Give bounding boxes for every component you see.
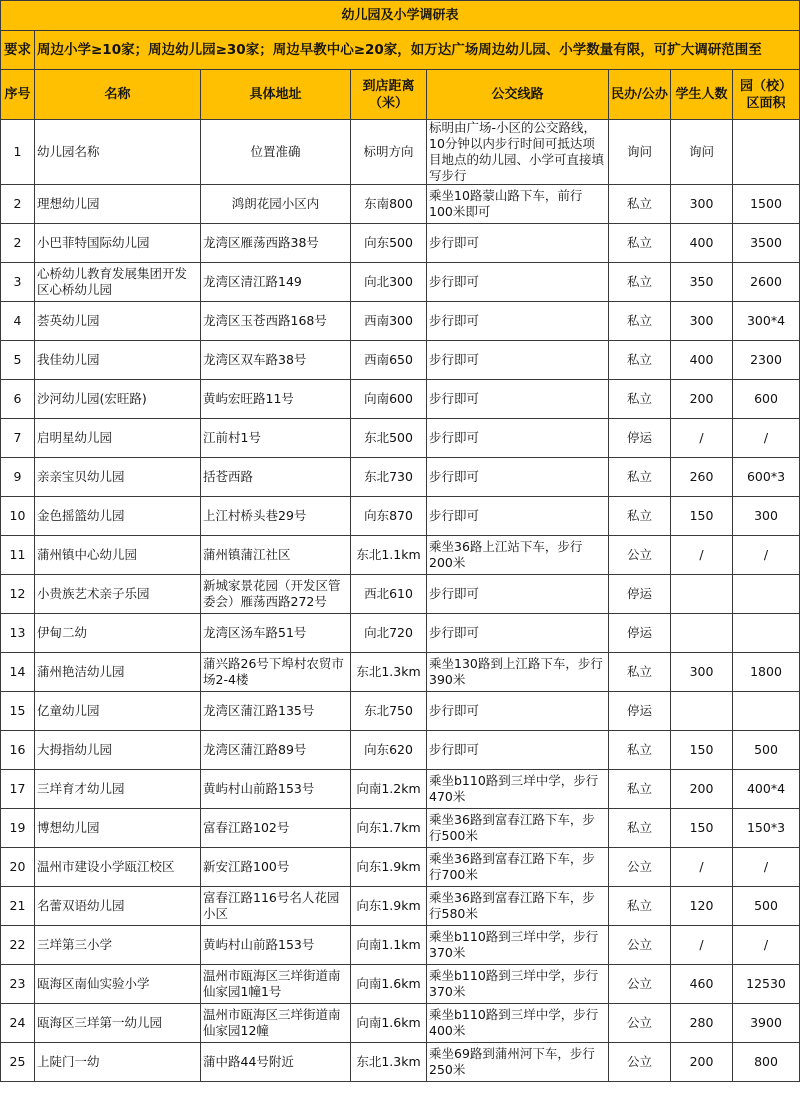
cell-bus: 步行即可 [427, 458, 609, 497]
cell-seq: 9 [1, 458, 35, 497]
cell-distance: 向南1.1km [351, 926, 427, 965]
cell-type: 私立 [609, 380, 671, 419]
cell-type: 公立 [609, 1043, 671, 1082]
table-row [1, 848, 800, 887]
cell-type: 公立 [609, 965, 671, 1004]
header-type: 民办/公办 [609, 70, 671, 120]
cell-type: 公立 [609, 926, 671, 965]
cell-area [733, 120, 800, 185]
table-row [1, 120, 800, 185]
cell-bus: 乘坐b110路到三垟中学，步行370米 [427, 926, 609, 965]
cell-type: 私立 [609, 809, 671, 848]
cell-distance: 标明方向 [351, 120, 427, 185]
cell-area: 400*4 [733, 770, 800, 809]
table-row [1, 731, 800, 770]
header-seq: 序号 [1, 70, 35, 120]
cell-name: 瓯海区三垟第一幼儿园 [35, 1004, 201, 1043]
cell-seq: 17 [1, 770, 35, 809]
cell-distance: 向南1.6km [351, 965, 427, 1004]
cell-name: 小巴菲特国际幼儿园 [35, 224, 201, 263]
cell-bus: 步行即可 [427, 419, 609, 458]
cell-address: 龙湾区玉苍西路168号 [201, 302, 351, 341]
cell-name: 小贵族艺术亲子乐园 [35, 575, 201, 614]
cell-address: 上江村桥头巷29号 [201, 497, 351, 536]
cell-type: 停运 [609, 692, 671, 731]
cell-name: 我佳幼儿园 [35, 341, 201, 380]
cell-students: 280 [671, 1004, 733, 1043]
table-row [1, 263, 800, 302]
cell-address: 富春江路102号 [201, 809, 351, 848]
table-row [1, 458, 800, 497]
cell-name: 温州市建设小学瓯江校区 [35, 848, 201, 887]
title-row [1, 1, 800, 31]
cell-bus: 乘坐10路蒙山路下车，前行100米即可 [427, 185, 609, 224]
cell-area [733, 575, 800, 614]
cell-area: 1500 [733, 185, 800, 224]
cell-type: 公立 [609, 848, 671, 887]
cell-area: / [733, 926, 800, 965]
cell-type: 私立 [609, 458, 671, 497]
cell-area: 12530 [733, 965, 800, 1004]
cell-area: 300*4 [733, 302, 800, 341]
cell-bus: 步行即可 [427, 614, 609, 653]
cell-seq: 4 [1, 302, 35, 341]
cell-name: 大拇指幼儿园 [35, 731, 201, 770]
cell-seq: 1 [1, 120, 35, 185]
cell-seq: 25 [1, 1043, 35, 1082]
cell-seq: 11 [1, 536, 35, 575]
table-row [1, 224, 800, 263]
cell-distance: 向东870 [351, 497, 427, 536]
cell-area: / [733, 848, 800, 887]
cell-seq: 23 [1, 965, 35, 1004]
cell-bus: 步行即可 [427, 302, 609, 341]
cell-area: 3900 [733, 1004, 800, 1043]
table-row [1, 302, 800, 341]
cell-type: 停运 [609, 575, 671, 614]
cell-type: 公立 [609, 536, 671, 575]
table-row [1, 380, 800, 419]
cell-type: 私立 [609, 770, 671, 809]
cell-seq: 13 [1, 614, 35, 653]
cell-students: 300 [671, 185, 733, 224]
cell-distance: 东北750 [351, 692, 427, 731]
cell-name: 荟英幼儿园 [35, 302, 201, 341]
table-row [1, 692, 800, 731]
cell-distance: 向南1.6km [351, 1004, 427, 1043]
cell-address: 蒲兴路26号下埠村农贸市场2-4楼 [201, 653, 351, 692]
table-row [1, 1043, 800, 1082]
cell-area: / [733, 536, 800, 575]
cell-address: 位置准确 [201, 120, 351, 185]
cell-distance: 向东500 [351, 224, 427, 263]
cell-name: 亲亲宝贝幼儿园 [35, 458, 201, 497]
cell-name: 博想幼儿园 [35, 809, 201, 848]
cell-bus: 乘坐b110路到三垟中学，步行370米 [427, 965, 609, 1004]
cell-address: 富春江路116号名人花园小区 [201, 887, 351, 926]
cell-distance: 西南300 [351, 302, 427, 341]
table-row [1, 965, 800, 1004]
cell-address: 新城家景花园（开发区管委会）雁荡西路272号 [201, 575, 351, 614]
cell-distance: 东北1.3km [351, 1043, 427, 1082]
table-row [1, 614, 800, 653]
cell-type: 私立 [609, 185, 671, 224]
cell-students: 150 [671, 809, 733, 848]
cell-seq: 14 [1, 653, 35, 692]
table-row [1, 536, 800, 575]
cell-bus: 步行即可 [427, 341, 609, 380]
cell-area: / [733, 419, 800, 458]
table-row [1, 419, 800, 458]
header-distance: 到店距离（米） [351, 70, 427, 120]
cell-distance: 东北1.1km [351, 536, 427, 575]
cell-address: 温州市瓯海区三垟街道南仙家园1幢1号 [201, 965, 351, 1004]
cell-students: 400 [671, 224, 733, 263]
header-students: 学生人数 [671, 70, 733, 120]
cell-students: / [671, 419, 733, 458]
cell-students: 300 [671, 302, 733, 341]
cell-area [733, 614, 800, 653]
table-title: 幼儿园及小学调研表 [1, 1, 800, 31]
cell-name: 伊甸二幼 [35, 614, 201, 653]
cell-seq: 22 [1, 926, 35, 965]
cell-area [733, 692, 800, 731]
cell-distance: 向东620 [351, 731, 427, 770]
cell-bus: 乘坐b110路到三垟中学，步行470米 [427, 770, 609, 809]
cell-area: 300 [733, 497, 800, 536]
table-row [1, 809, 800, 848]
cell-students [671, 692, 733, 731]
cell-bus: 步行即可 [427, 380, 609, 419]
cell-type: 私立 [609, 653, 671, 692]
cell-students [671, 575, 733, 614]
cell-students: 150 [671, 731, 733, 770]
cell-type: 停运 [609, 419, 671, 458]
cell-address: 黄屿村山前路153号 [201, 770, 351, 809]
cell-address: 括苍西路 [201, 458, 351, 497]
cell-distance: 向东1.7km [351, 809, 427, 848]
cell-address: 江前村1号 [201, 419, 351, 458]
cell-type: 私立 [609, 224, 671, 263]
cell-bus: 步行即可 [427, 731, 609, 770]
cell-distance: 向南1.2km [351, 770, 427, 809]
cell-area: 3500 [733, 224, 800, 263]
cell-seq: 6 [1, 380, 35, 419]
cell-distance: 东南800 [351, 185, 427, 224]
cell-type: 私立 [609, 497, 671, 536]
cell-area: 800 [733, 1043, 800, 1082]
cell-students: / [671, 926, 733, 965]
cell-address: 龙湾区汤车路51号 [201, 614, 351, 653]
cell-bus: 步行即可 [427, 497, 609, 536]
table-row [1, 185, 800, 224]
cell-bus: 乘坐b110路到三垟中学，步行400米 [427, 1004, 609, 1043]
cell-address: 龙湾区清江路149 [201, 263, 351, 302]
cell-address: 龙湾区蒲江路89号 [201, 731, 351, 770]
cell-address: 龙湾区雁荡西路38号 [201, 224, 351, 263]
cell-bus: 标明由广场-小区的公交路线，10分钟以内步行时间可抵达项目地点的幼儿园、小学可直接填写步行 [427, 120, 609, 185]
cell-bus: 步行即可 [427, 224, 609, 263]
cell-name: 三垟育才幼儿园 [35, 770, 201, 809]
cell-students: 120 [671, 887, 733, 926]
cell-name: 理想幼儿园 [35, 185, 201, 224]
cell-name: 蒲州艳洁幼儿园 [35, 653, 201, 692]
cell-seq: 7 [1, 419, 35, 458]
cell-bus: 乘坐36路到富春江路下车，步行580米 [427, 887, 609, 926]
cell-students: / [671, 848, 733, 887]
cell-distance: 西北610 [351, 575, 427, 614]
table-row [1, 926, 800, 965]
cell-students: 260 [671, 458, 733, 497]
cell-seq: 16 [1, 731, 35, 770]
cell-seq: 5 [1, 341, 35, 380]
cell-address: 黄屿村山前路153号 [201, 926, 351, 965]
cell-bus: 乘坐130路到上江路下车，步行390米 [427, 653, 609, 692]
cell-address: 黄屿宏旺路11号 [201, 380, 351, 419]
header-address: 具体地址 [201, 70, 351, 120]
cell-type: 停运 [609, 614, 671, 653]
cell-name: 沙河幼儿园(宏旺路) [35, 380, 201, 419]
cell-seq: 12 [1, 575, 35, 614]
cell-address: 温州市瓯海区三垟街道南仙家园12幢 [201, 1004, 351, 1043]
cell-seq: 10 [1, 497, 35, 536]
cell-type: 私立 [609, 302, 671, 341]
cell-name: 启明星幼儿园 [35, 419, 201, 458]
cell-area: 2300 [733, 341, 800, 380]
cell-students: 460 [671, 965, 733, 1004]
header-area: 园（校）区面积 [733, 70, 800, 120]
cell-distance: 东北730 [351, 458, 427, 497]
cell-type: 私立 [609, 263, 671, 302]
cell-type: 询问 [609, 120, 671, 185]
cell-name: 蒲州镇中心幼儿园 [35, 536, 201, 575]
cell-seq: 21 [1, 887, 35, 926]
cell-students: 300 [671, 653, 733, 692]
cell-bus: 步行即可 [427, 263, 609, 302]
table-row [1, 497, 800, 536]
cell-students: 200 [671, 770, 733, 809]
cell-distance: 向东1.9km [351, 887, 427, 926]
cell-students: 400 [671, 341, 733, 380]
cell-seq: 20 [1, 848, 35, 887]
cell-students: 200 [671, 380, 733, 419]
cell-students [671, 614, 733, 653]
cell-distance: 向南600 [351, 380, 427, 419]
table-row [1, 1004, 800, 1043]
cell-bus: 乘坐69路到蒲州河下车，步行250米 [427, 1043, 609, 1082]
header-row [1, 70, 800, 120]
table-row [1, 341, 800, 380]
table-row [1, 653, 800, 692]
table-row [1, 575, 800, 614]
cell-area: 600 [733, 380, 800, 419]
cell-seq: 2 [1, 185, 35, 224]
cell-students: 200 [671, 1043, 733, 1082]
cell-name: 亿童幼儿园 [35, 692, 201, 731]
cell-distance: 西南650 [351, 341, 427, 380]
header-name: 名称 [35, 70, 201, 120]
cell-name: 上陡门一幼 [35, 1043, 201, 1082]
cell-distance: 向东1.9km [351, 848, 427, 887]
cell-type: 私立 [609, 731, 671, 770]
header-bus: 公交线路 [427, 70, 609, 120]
cell-type: 私立 [609, 341, 671, 380]
cell-type: 公立 [609, 1004, 671, 1043]
cell-seq: 19 [1, 809, 35, 848]
requirements-text: 周边小学≥10家；周边幼儿园≥30家；周边早教中心≥20家，如万达广场周边幼儿园、小学数量有限，可扩大调研范围至 [35, 31, 800, 70]
table-row [1, 770, 800, 809]
cell-bus: 乘坐36路到富春江路下车，步行500米 [427, 809, 609, 848]
cell-distance: 向北720 [351, 614, 427, 653]
cell-name: 幼儿园名称 [35, 120, 201, 185]
cell-type: 私立 [609, 887, 671, 926]
cell-area: 600*3 [733, 458, 800, 497]
cell-students: 350 [671, 263, 733, 302]
cell-name: 金色摇篮幼儿园 [35, 497, 201, 536]
cell-address: 鸿朗花园小区内 [201, 185, 351, 224]
cell-distance: 向北300 [351, 263, 427, 302]
cell-seq: 3 [1, 263, 35, 302]
requirements-row [1, 31, 800, 70]
cell-address: 蒲中路44号附近 [201, 1043, 351, 1082]
requirements-label: 要求 [1, 31, 35, 70]
cell-name: 三垟第三小学 [35, 926, 201, 965]
cell-name: 心桥幼儿教育发展集团开发区心桥幼儿园 [35, 263, 201, 302]
cell-address: 蒲州镇蒲江社区 [201, 536, 351, 575]
cell-name: 名蕾双语幼儿园 [35, 887, 201, 926]
cell-address: 龙湾区蒲江路135号 [201, 692, 351, 731]
cell-seq: 15 [1, 692, 35, 731]
cell-area: 2600 [733, 263, 800, 302]
table-row [1, 887, 800, 926]
cell-seq: 2 [1, 224, 35, 263]
cell-area: 1800 [733, 653, 800, 692]
cell-bus: 乘坐36路到富春江路下车，步行700米 [427, 848, 609, 887]
cell-address: 新安江路100号 [201, 848, 351, 887]
cell-address: 龙湾区双车路38号 [201, 341, 351, 380]
cell-area: 500 [733, 731, 800, 770]
cell-students: 150 [671, 497, 733, 536]
cell-distance: 东北500 [351, 419, 427, 458]
cell-area: 500 [733, 887, 800, 926]
cell-bus: 乘坐36路上江站下车，步行200米 [427, 536, 609, 575]
cell-distance: 东北1.3km [351, 653, 427, 692]
cell-name: 瓯海区南仙实验小学 [35, 965, 201, 1004]
cell-students: / [671, 536, 733, 575]
cell-bus: 步行即可 [427, 575, 609, 614]
cell-bus: 步行即可 [427, 692, 609, 731]
cell-seq: 24 [1, 1004, 35, 1043]
cell-area: 150*3 [733, 809, 800, 848]
cell-students: 询问 [671, 120, 733, 185]
